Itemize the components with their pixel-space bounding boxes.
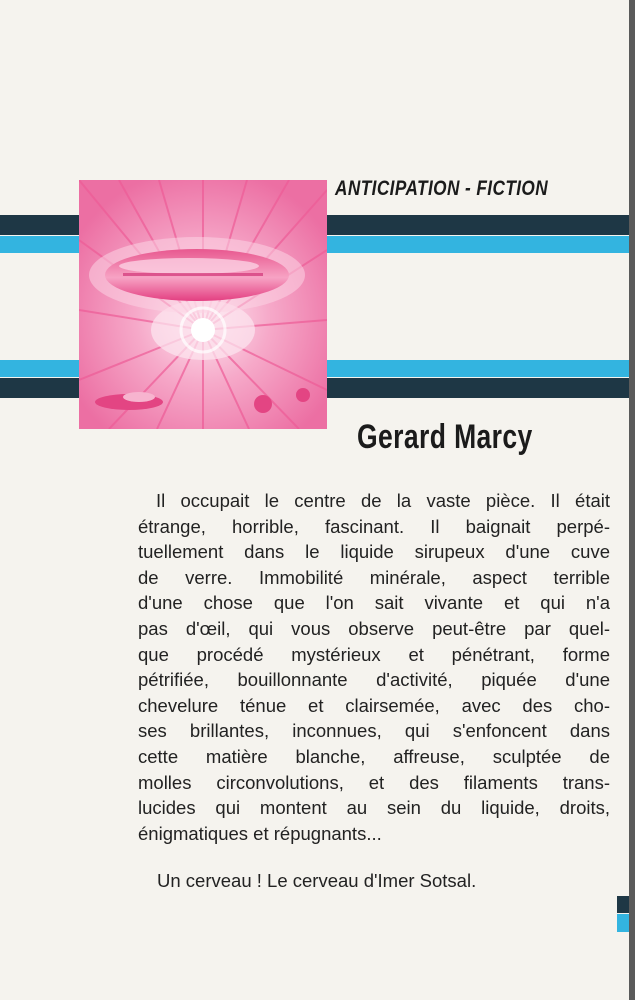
blurb-line: Il occupait le centre de la vaste pièce. Il était	[156, 490, 610, 511]
blurb-line: que procédé mystérieux et pénétrant, forme	[138, 643, 610, 665]
series-label: ANTICIPATION - FICTION	[335, 177, 549, 200]
blurb-line: cette matière blanche, affreuse, sculptée de	[138, 745, 610, 767]
author-name: Gerard Marcy	[357, 418, 533, 456]
blurb-line: molles circonvolutions, et des filaments trans-	[138, 771, 610, 793]
blurb-line: tuellement dans le liquide sirupeux d'une cuve	[138, 541, 610, 563]
blurb-line: chevelure ténue et clairsemée, avec des cho-	[138, 694, 610, 716]
blurb-line: énigmatiques et répugnants...	[138, 822, 382, 844]
blurb-final-line: Un cerveau ! Le cerveau d'Imer Sotsal.	[157, 870, 477, 891]
blurb-line: d'une chose que l'on sait vivante et qui n'a	[138, 592, 610, 614]
page-edge	[629, 0, 635, 1000]
blurb-line: pétrifiée, bouillonnante d'activité, piquée d'une	[138, 669, 610, 691]
cover-illustration	[79, 180, 327, 429]
blurb-line: étrange, horrible, fascinant. Il baignait perpé-	[138, 515, 610, 537]
blurb-line: de verre. Immobilité minérale, aspect terrible	[138, 566, 610, 588]
blurb-line: pas d'œil, qui vous observe peut-être par quel-	[138, 617, 610, 639]
blurb-line: ses brillantes, inconnues, qui s'enfoncent dans	[138, 720, 610, 742]
blurb-line: lucides qui montent au sein du liquide, droits,	[138, 797, 610, 819]
blurb-text	[138, 488, 610, 846]
